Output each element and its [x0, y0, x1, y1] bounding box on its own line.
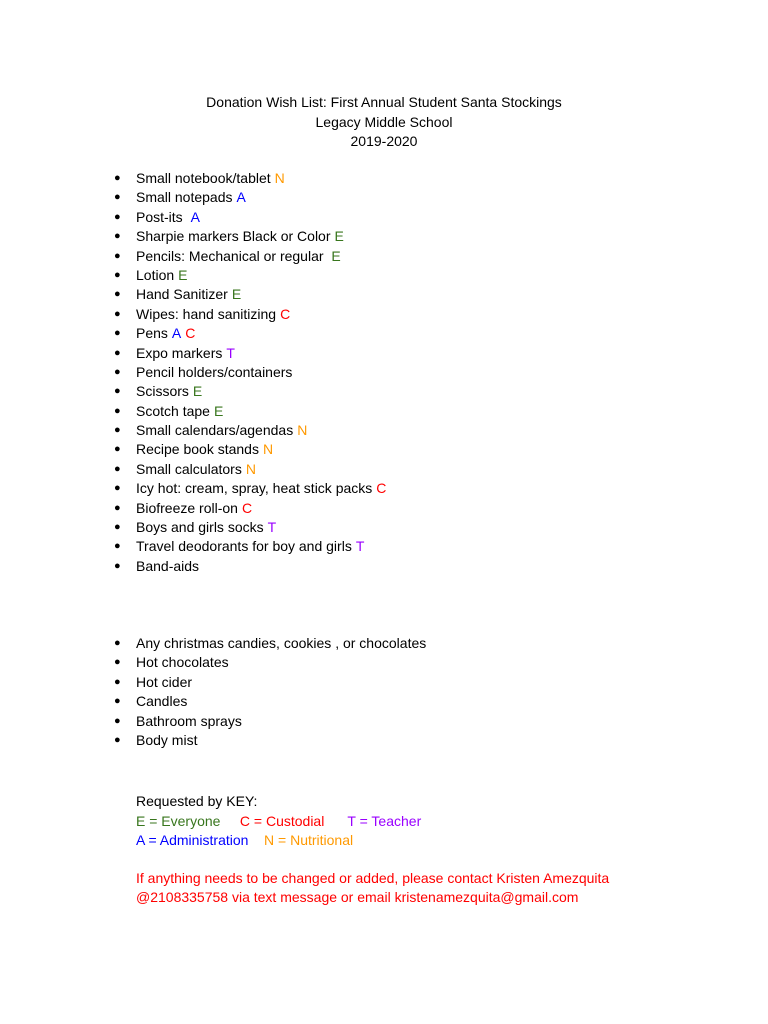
item-text: Hot cider	[136, 673, 193, 690]
bullet-icon: ●	[114, 540, 121, 553]
list-item	[110, 460, 386, 479]
list-item	[110, 479, 386, 498]
list-item	[110, 673, 426, 692]
key-row-2	[136, 831, 421, 851]
item-text: Bathroom sprays	[136, 712, 242, 729]
item-text: Hot chocolates	[136, 654, 229, 671]
treats-list	[110, 634, 426, 750]
item-text: Lotion	[136, 266, 175, 283]
list-item	[110, 247, 386, 266]
key-custodial: C = Custodial	[239, 812, 325, 829]
requester-tag: C	[185, 325, 196, 342]
bullet-icon: ●	[114, 521, 121, 534]
requester-tag: A	[190, 208, 200, 225]
requester-tag: E	[178, 266, 188, 283]
bullet-icon: ●	[114, 462, 121, 475]
item-text: Small calculators	[136, 460, 242, 477]
bullet-icon: ●	[114, 268, 121, 281]
key-nutritional: N = Nutritional	[264, 832, 354, 848]
item-text: Scissors	[136, 383, 189, 400]
bullet-icon: ●	[114, 249, 121, 262]
list-item	[110, 382, 386, 401]
bullet-icon: ●	[114, 307, 121, 320]
requester-tag: A	[236, 189, 246, 206]
bullet-icon: ●	[114, 346, 121, 359]
list-item	[110, 344, 386, 363]
key-teacher: T = Teacher	[347, 812, 422, 829]
item-text: Travel deodorants for boy and girls	[136, 538, 352, 555]
school-name: Legacy Middle School	[315, 113, 453, 130]
list-item	[110, 653, 426, 672]
list-item	[110, 537, 386, 556]
item-text: Body mist	[136, 731, 198, 748]
school-year: 2019-2020	[350, 133, 418, 149]
contact-line-1: If anything needs to be changed or added, please contact Kristen Amezquita	[136, 870, 610, 886]
list-item	[110, 402, 386, 421]
document-header	[0, 93, 768, 152]
list-item	[110, 421, 386, 440]
requester-tag: N	[262, 441, 274, 458]
item-text: Small notepads	[136, 189, 233, 206]
list-item	[110, 169, 386, 188]
bullet-icon: ●	[114, 365, 121, 378]
bullet-icon: ●	[114, 210, 121, 223]
requester-tag: A	[171, 325, 182, 342]
bullet-icon: ●	[114, 230, 121, 243]
item-text: Small calendars/agendas	[136, 422, 294, 439]
bullet-icon: ●	[114, 443, 121, 456]
requester-tag: C	[280, 305, 291, 322]
list-item	[110, 731, 426, 750]
bullet-icon: ●	[114, 714, 121, 727]
bullet-icon: ●	[114, 656, 121, 669]
requester-tag: N	[245, 460, 256, 477]
item-text: Scotch tape	[136, 402, 210, 419]
key-heading: Requested by KEY:	[136, 793, 258, 809]
requester-tag: N	[297, 422, 308, 439]
item-text: Pencils: Mechanical or regular	[136, 247, 328, 264]
bullet-icon: ●	[114, 404, 121, 417]
list-item	[110, 305, 386, 324]
item-text: Pencil holders/containers	[136, 363, 293, 380]
bullet-icon: ●	[114, 172, 121, 184]
bullet-icon: ●	[114, 385, 121, 398]
list-item	[110, 324, 386, 343]
key-row-1	[136, 812, 421, 832]
list-item	[110, 363, 386, 382]
item-text: Band-aids	[136, 557, 200, 574]
requester-tag: E	[213, 402, 224, 419]
list-item	[110, 712, 426, 731]
bullet-icon: ●	[114, 327, 121, 340]
item-text: Icy hot: cream, spray, heat stick packs	[136, 480, 373, 497]
list-item	[110, 266, 386, 285]
item-text: Hand Sanitizer	[136, 286, 228, 303]
list-item	[110, 188, 386, 207]
list-item	[110, 227, 386, 246]
item-text: Expo markers	[136, 344, 223, 361]
list-item	[110, 499, 386, 518]
list-item	[110, 634, 426, 653]
contact-line-2: @2108335758 via text message or email kristenamezquita@gmail.com	[136, 889, 579, 905]
bullet-icon: ●	[114, 675, 121, 688]
requester-tag: T	[226, 344, 235, 361]
item-text: Post-its	[136, 208, 187, 225]
supply-list	[110, 169, 386, 576]
list-item	[110, 518, 386, 537]
contact-note	[136, 869, 609, 907]
requester-tag: T	[355, 538, 365, 555]
list-item	[110, 208, 386, 227]
requester-tag: T	[267, 519, 277, 536]
item-text: Small notebook/tablet	[136, 170, 271, 186]
list-item	[110, 692, 426, 711]
requester-tag: E	[331, 247, 341, 264]
bullet-icon: ●	[114, 424, 121, 437]
item-text: Biofreeze roll-on	[136, 499, 238, 516]
bullet-icon: ●	[114, 695, 121, 708]
requester-tag: E	[334, 228, 344, 245]
item-text: Pens	[136, 325, 168, 342]
list-item	[110, 440, 386, 459]
bullet-icon: ●	[114, 288, 121, 301]
bullet-icon: ●	[114, 733, 121, 746]
document-title: Donation Wish List: First Annual Student Santa Stockings	[206, 94, 562, 110]
list-item	[110, 557, 386, 576]
bullet-icon: ●	[114, 191, 121, 204]
key-everyone: E = Everyone	[136, 812, 221, 829]
requester-tag: C	[241, 499, 253, 516]
item-text: Recipe book stands	[136, 441, 259, 458]
list-item	[110, 285, 386, 304]
bullet-icon: ●	[114, 482, 121, 495]
item-text: Wipes: hand sanitizing	[136, 305, 277, 322]
requester-tag: E	[231, 286, 242, 303]
requester-tag: C	[376, 480, 387, 497]
item-text: Candles	[136, 693, 188, 710]
key-legend	[136, 792, 421, 851]
requester-tag: E	[192, 383, 203, 400]
item-text: Boys and girls socks	[136, 519, 264, 536]
item-text: Sharpie markers Black or Color	[136, 228, 331, 245]
bullet-icon: ●	[114, 501, 121, 514]
item-text: Any christmas candies, cookies , or chocolates	[136, 635, 427, 651]
bullet-icon: ●	[114, 637, 121, 649]
bullet-icon: ●	[114, 559, 121, 572]
requester-tag: N	[274, 170, 285, 186]
key-administration: A = Administration	[136, 832, 249, 848]
